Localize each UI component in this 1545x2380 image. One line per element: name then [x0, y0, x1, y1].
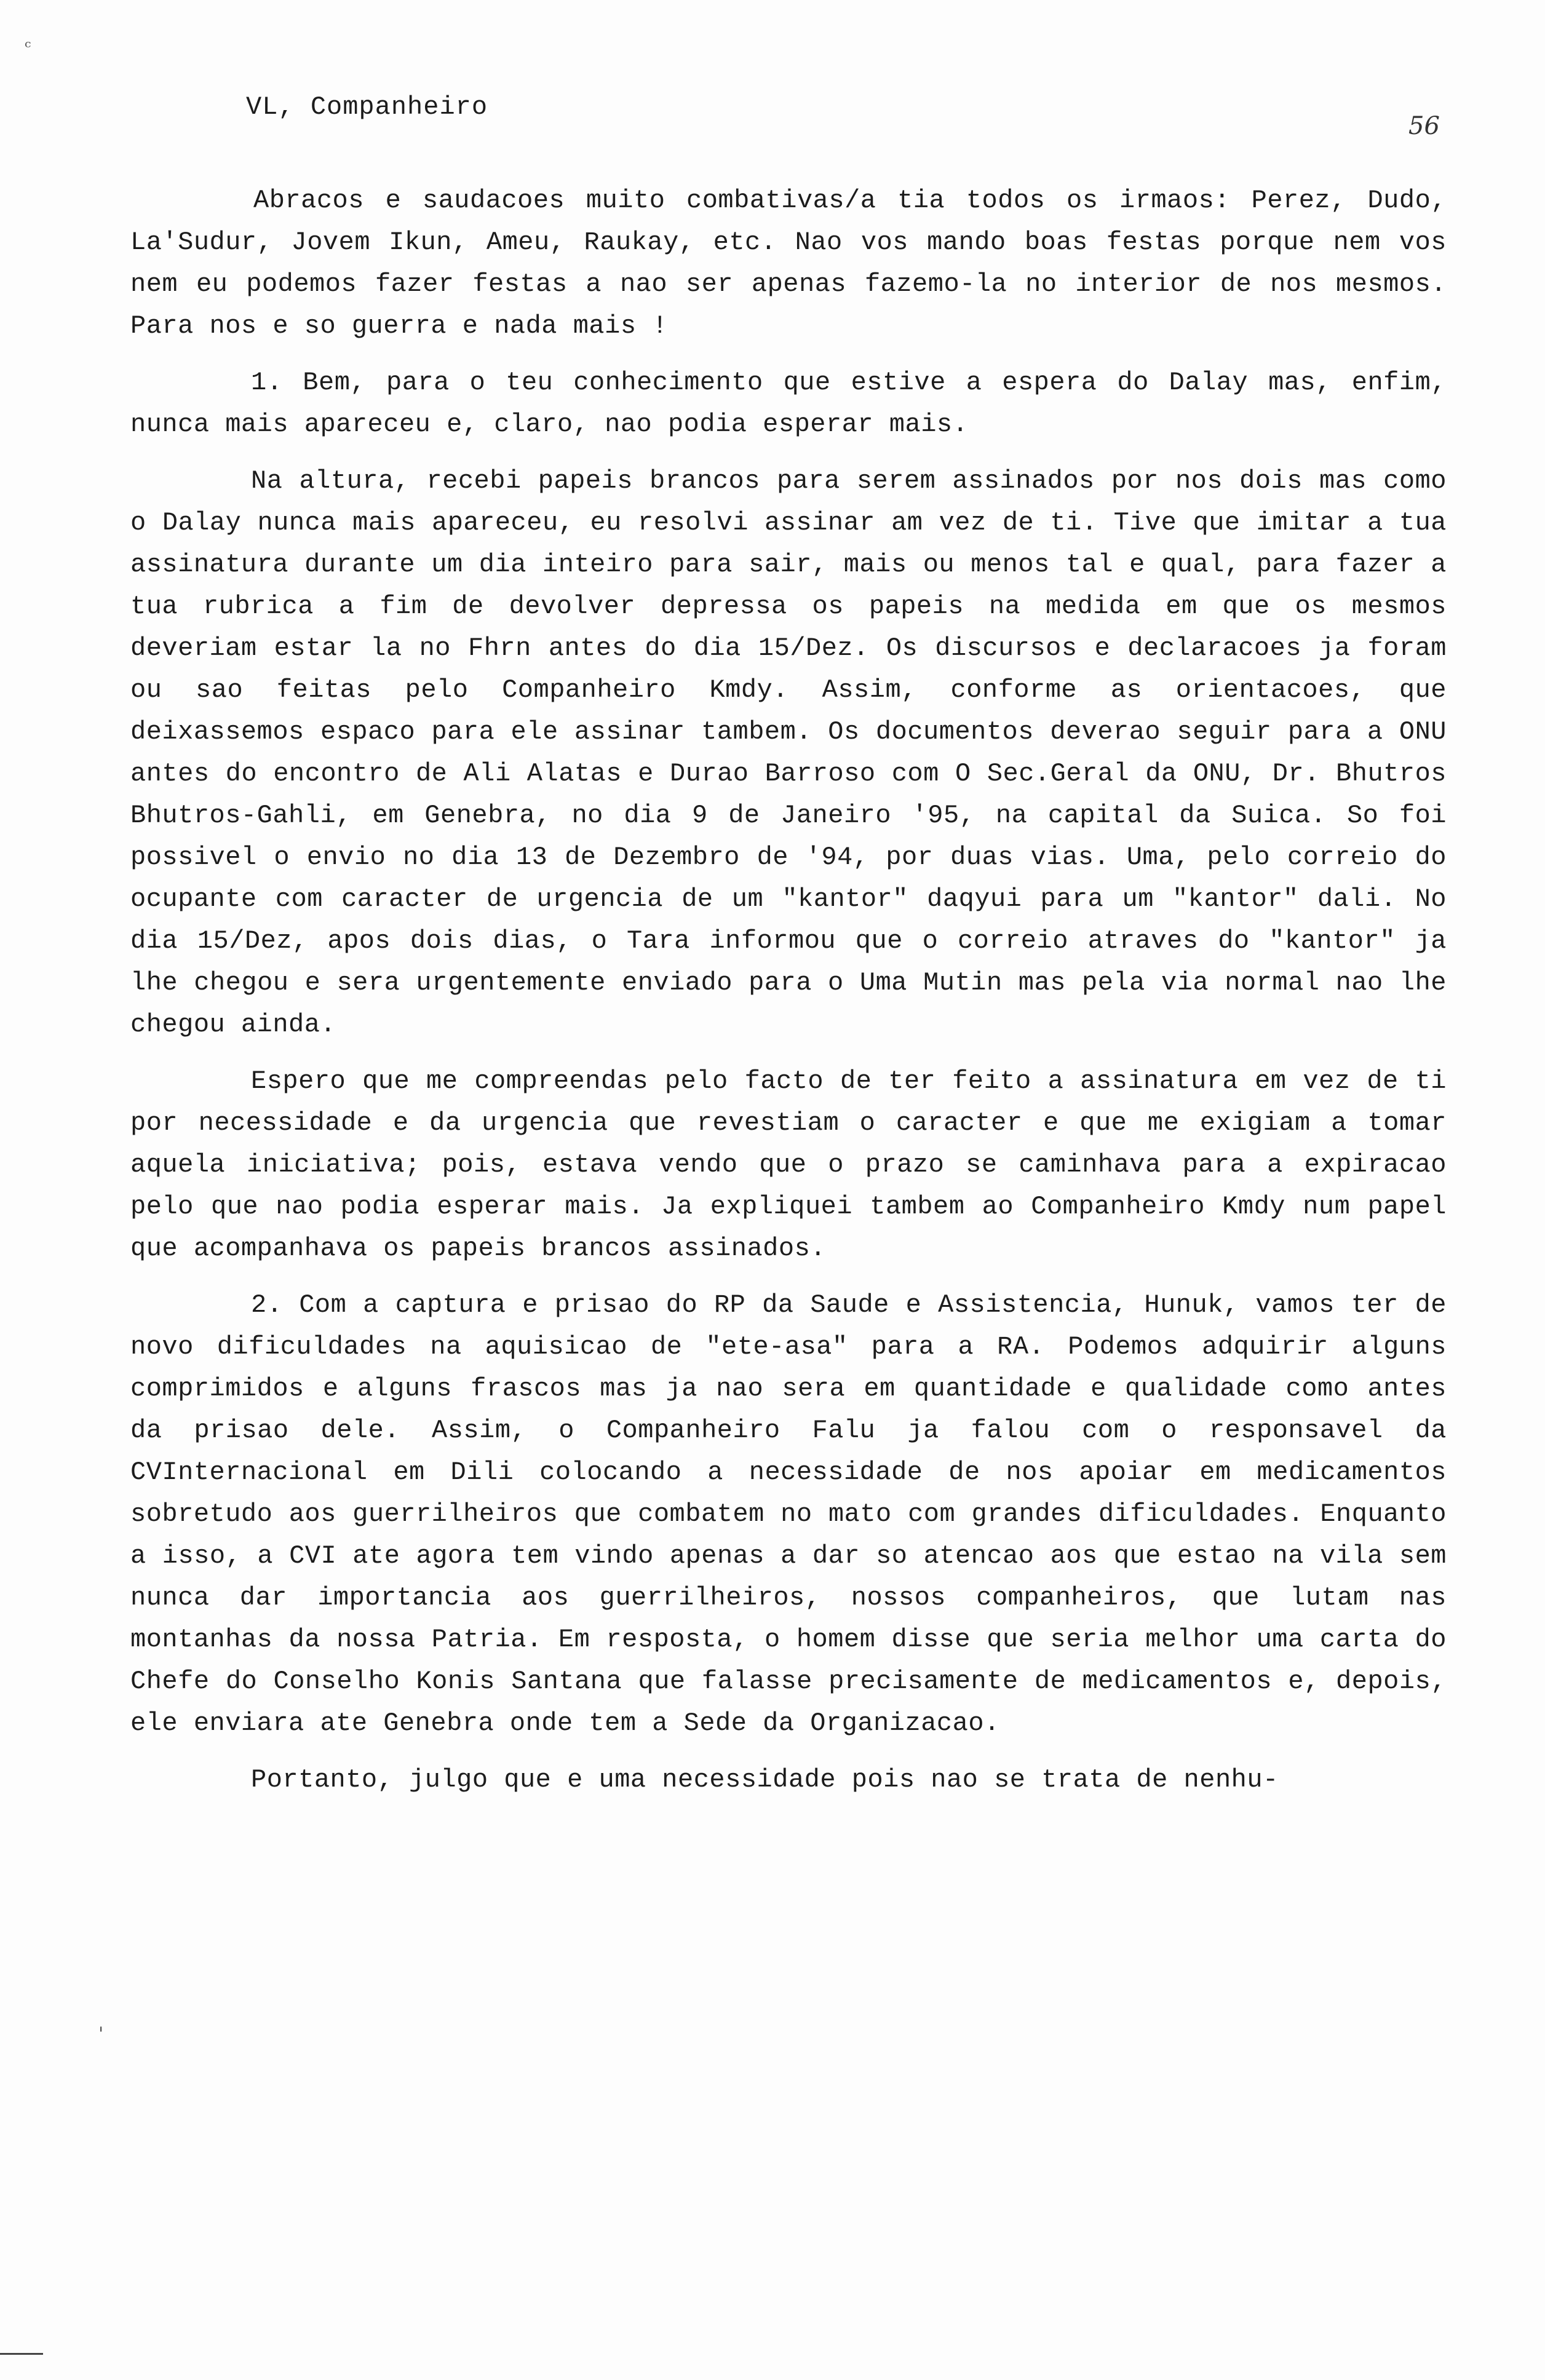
paragraph-apology: Espero que me compreendas pelo facto de ter feito a assinatura em vez de ti por necessidade e da urgencia que revestiam o caracter e que me exigiam a tomar aquela iniciativa; pois, estava vendo que o prazo se caminhava para a expiracao pelo que nao podia esperar mais. Ja expliquei tambem ao Companheiro Kmdy num papel que acompanhava os papeis brancos assinados.	[130, 1066, 1447, 1263]
paragraph-closing: Portanto, julgo que e uma necessidade pois nao se trata de nenhu-	[251, 1765, 1279, 1795]
margin-mark-top: ᶜ	[25, 37, 31, 58]
letter-body	[130, 180, 1447, 1815]
paragraph-signature-papers: Na altura, recebi papeis brancos para serem assinados por nos dois mas como o Dalay nunca mais apareceu, eu resolvi assinar am vez de ti. Tive que imitar a tua assinatura durante um dia inteiro para sair, mais ou menos tal e qual, para fazer a tua rubrica a fim de devolver depressa os papeis na medida em que os mesmos deveriam estar la no Fhrn antes do dia 15/Dez. Os discursos e declaracoes ja foram ou sao feitas pelo Companheiro Kmdy. Assim, conforme as orientacoes, que deixassemos espaco para ele assinar tambem. Os documentos deverao seguir para a ONU antes do encontro de Ali Alatas e Durao Barroso com O Sec.Geral da ONU, Dr. Bhutros Bhutros-Gahli, em Genebra, no dia 9 de Janeiro '95, na capital da Suica. So foi possivel o envio no dia 13 de Dezembro de '94, por duas vias. Uma, pelo correio do ocupante com caracter de urgencia de um "kantor" daqyui para um "kantor" dali. No dia 15/Dez, apos dois dias, o Tara informou que o correio atraves do "kantor" ja lhe chegou e sera urgentemente enviado para o Uma Mutin mas pela via normal nao lhe chegou ainda.	[130, 466, 1447, 1039]
margin-mark-bottom: '	[98, 2023, 104, 2045]
paragraph-greeting: Abracos e saudacoes muito combativas/a tia todos os irmaos: Perez, Dudo, La'Sudur, Jovem Ikun, Ameu, Raukay, etc. Nao vos mando boas festas porque nem vos nem eu podemos fazer festas a nao ser apenas fazemo-la no interior de nos mesmos. Para nos e so guerra e nada mais !	[130, 186, 1447, 341]
paragraph-point-2: 2. Com a captura e prisao do RP da Saude e Assistencia, Hunuk, vamos ter de novo dificuldades na aquisicao de "ete-asa" para a RA. Podemos adquirir alguns comprimidos e alguns frascos mas ja nao sera em quantidade e qualidade como antes da prisao dele. Assim, o Companheiro Falu ja falou com o responsavel da CVInternacional em Dili colocando a necessidade de nos apoiar em medicamentos sobretudo aos guerrilheiros que combatem no mato com grandes dificuldades. Enquanto a isso, a CVI ate agora tem vindo apenas a dar so atencao aos que estao na vila sem nunca dar importancia aos guerrilheiros, nossos companheiros, que lutam nas montanhas da nossa Patria. Em resposta, o homem disse que seria melhor uma carta do Chefe do Conselho Konis Santana que falasse precisamente de medicamentos e, depois, ele enviara ate Genebra onde tem a Sede da Organizacao.	[130, 1290, 1447, 1738]
paragraph-point-1: 1. Bem, para o teu conhecimento que estive a espera do Dalay mas, enfim, nunca mais apareceu e, claro, nao podia esperar mais.	[130, 368, 1447, 439]
scan-edge-line	[0, 2353, 43, 2355]
salutation-heading: VL, Companheiro	[246, 92, 488, 122]
handwritten-page-number: 56	[1408, 112, 1440, 140]
